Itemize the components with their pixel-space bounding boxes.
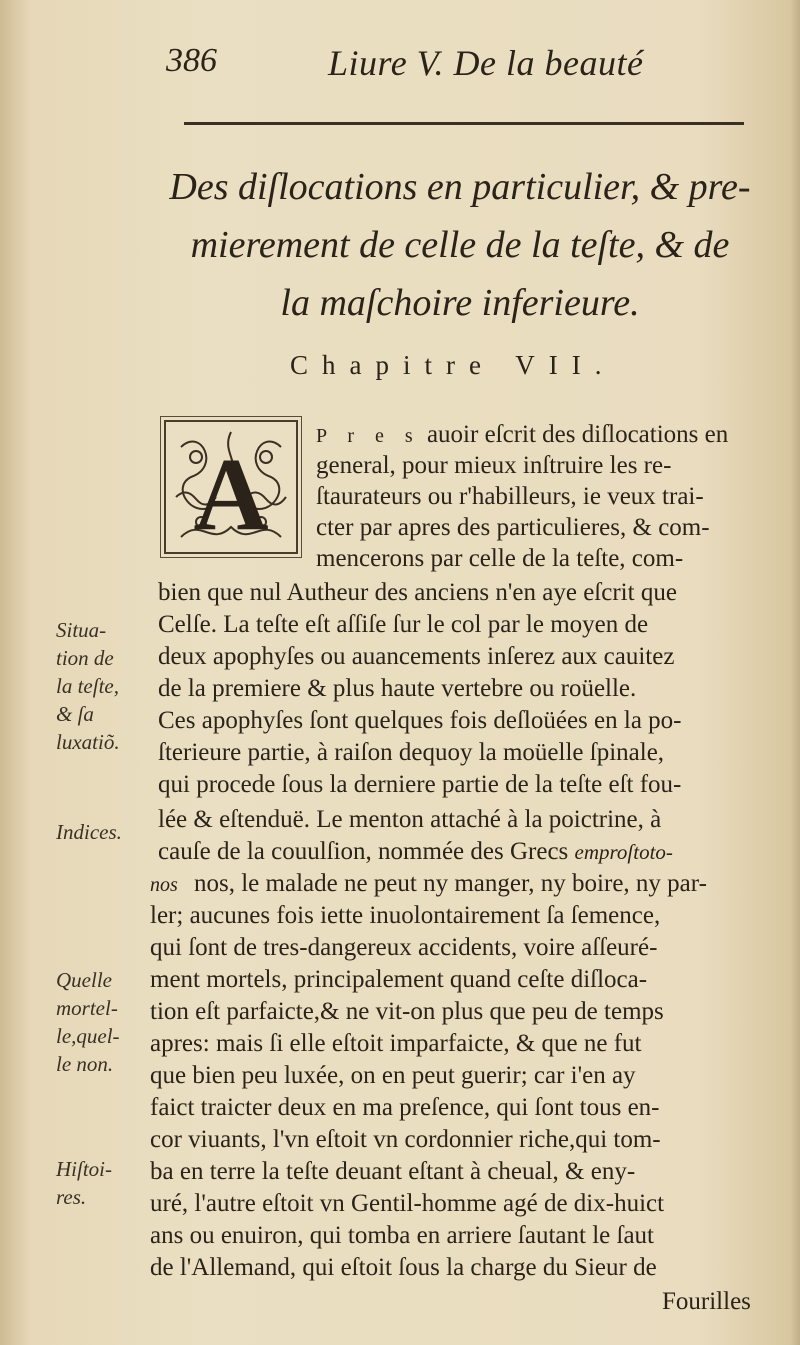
chapter-heading: Chapitre VII.: [290, 350, 616, 380]
text-line: lée & eſtenduë. Le menton attaché à la poictrine, à: [158, 806, 662, 833]
text-line: [158, 837, 673, 867]
margin-note-indices: Indices.: [56, 820, 122, 844]
greek-term: emproſtoto-: [574, 840, 673, 864]
text-line: ſterieure partie, à raiſon dequoy la moüelle ſpinale,: [158, 739, 665, 766]
first-word-caps: P r e s: [316, 425, 421, 447]
text-line: cor viuants, l'vn eſtoit vn cordonnier riche,qui tom-: [150, 1126, 661, 1153]
section-title-line: la maſchoire inferieure.: [280, 282, 640, 324]
text-line: ſtaurateurs ou r'habilleurs, ie veux trai-: [316, 483, 704, 510]
book-page: 386 Liure V. De la beauté Des diſlocations en particulier, & pre- mierement de celle de la teſte, & de la maſchoire inferieure. Chapitre VII. A P r e s auoir eſcrit des diſlocations en general, pour mieux inſtruire les re- ſtaurateurs ou r'habilleurs, ie veux trai- cter par apres des particulieres, & com- mencerons par celle de la teſte, com- bien que nul Autheur des anciens n'en aye eſcrit que Celſe. La teſte eſt aſſiſe ſur le col par le moyen de deux apophyſes ou auancements inſerez aux cauitez de la premiere & plus haute vertebre ou roüelle. Ces apophyſes ſont quelques fois deſloüées en la po- ſterieure partie, à raiſon dequoy la moüelle ſpinale, qui procede ſous la derniere partie de la teſte eſt fou- lée & eſtenduë. Le menton attaché à la poictrine, à cauſe de la couulſion, nommée des Grecs emproſtoto- nos nos, le malade ne peut ny manger, ny boire, ny par- ler; aucunes fois iette inuolontairement ſa ſemence, qui ſont de tres-dangereux accidents, voire aſſeuré- ment mortels, principalement quand ceſte diſloca- tion eſt parfaicte,& ne vit-on plus que peu de temps apres: mais ſi elle eſtoit imparfaicte, & que ne fut que bien peu luxée, on en peut guerir; car i'en ay faict traicter deux en ma preſence, qui ſont tous en- cor viuants, l'vn eſtoit vn cordonnier riche,qui tom- ba en terre la teſte deuant eſtant à cheual, & eny- uré, l'autre eſtoit vn Gentil-homme agé de dix-huict ans ou enuiron, qui tomba en arriere ſautant le ſaut de l'Allemand, qui eſtoit ſous la charge du Sieur de Fourilles Situa- tion de la teſte, & ſa luxatiõ. Indices. Quelle mortel- le,quel- le non. Hiſtoi- res.: [0, 0, 800, 1345]
header-rule: [184, 122, 744, 125]
section-title: [160, 158, 760, 332]
text-line: faict traicter deux en ma preſence, qui ſont tous en-: [150, 1094, 660, 1121]
text-line: apres: mais ſi elle eſtoit imparfaicte, & que ne fut: [150, 1030, 642, 1057]
text-line: cter par apres des particulieres, & com-: [316, 514, 710, 541]
text-line: ans ou enuiron, qui tomba en arriere ſautant le ſaut: [150, 1222, 654, 1249]
margin-note-histories: Hiſtoi- res.: [56, 1157, 112, 1209]
page-header: [160, 42, 680, 92]
catchword: Fourilles: [662, 1288, 751, 1315]
first-line-rest: auoir eſcrit des diſlocations en: [426, 421, 729, 448]
text-line: qui procede ſous la derniere partie de la teſte eſt fou-: [158, 771, 682, 798]
margin-note-situation: Situa- tion de la teſte, & ſa luxatiõ.: [56, 618, 120, 754]
text-line: Celſe. La teſte eſt aſſiſe ſur le col par le moyen de: [158, 611, 649, 638]
text-line: que bien peu luxée, on en peut guerir; car i'en ay: [150, 1062, 636, 1089]
ornament-foliage-icon: [161, 417, 301, 557]
text-line: general, pour mieux inſtruire les re-: [316, 452, 672, 479]
page-number: 386: [166, 42, 217, 79]
text-line: [316, 420, 728, 451]
text-line: ba en terre la teſte deuant eſtant à cheual, & eny-: [150, 1158, 636, 1185]
text-line: uré, l'autre eſtoit vn Gentil-homme agé de dix-huict: [150, 1190, 665, 1217]
text-line: Ces apophyſes ſont quelques fois deſloüées en la po-: [158, 707, 682, 734]
dropcap-letter: A: [193, 437, 269, 552]
section-title-line: mierement de celle de la teſte, & de: [190, 224, 730, 266]
margin-note-mortality: Quelle mortel- le,quel- le non.: [56, 968, 120, 1076]
text-line: nos, le malade ne peut ny manger, ny boire, ny par-: [194, 870, 707, 897]
running-title: Liure V. De la beauté: [328, 43, 644, 83]
text-line: ment mortels, principalement quand ceſte diſloca-: [150, 966, 648, 993]
text-line: mencerons par celle de la teſte, com-: [316, 545, 684, 572]
decorated-initial: [160, 416, 302, 558]
text-line: tion eſt parfaicte,& ne vit-on plus que peu de temps: [150, 998, 664, 1025]
section-title-line: Des diſlocations en particulier, & pre-: [169, 166, 751, 208]
text-line: qui ſont de tres-dangereux accidents, voire aſſeuré-: [150, 934, 658, 961]
text-line: deux apophyſes ou auancements inſerez aux cauitez: [158, 643, 675, 670]
text-line: ler; aucunes fois iette inuolontairement ſa ſemence,: [150, 902, 661, 929]
text-line: de la premiere & plus haute vertebre ou roüelle.: [158, 675, 637, 702]
text-line-start: cauſe de la couulſion, nommée des Grecs: [158, 838, 569, 865]
text-line: de l'Allemand, qui eſtoit ſous la charge du Sieur de: [150, 1254, 657, 1281]
text-line: bien que nul Autheur des anciens n'en aye eſcrit que: [158, 579, 677, 606]
